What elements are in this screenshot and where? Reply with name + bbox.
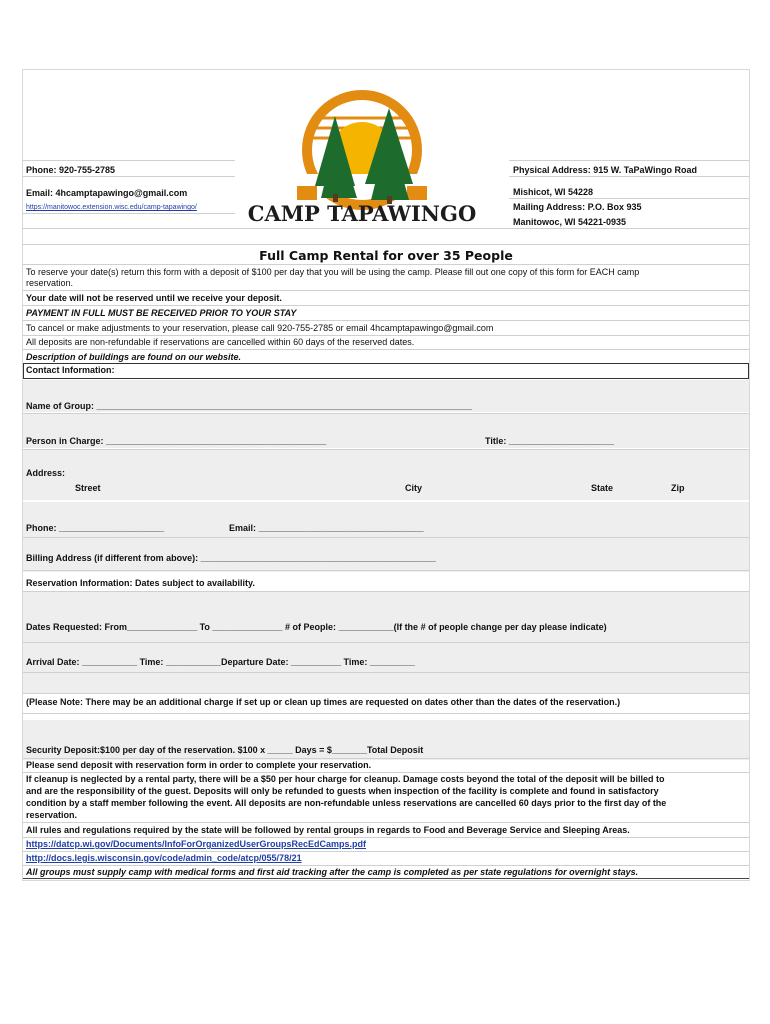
contact-info-label: Contact Information: bbox=[26, 365, 115, 375]
divider bbox=[23, 305, 749, 306]
medical-text: All groups must supply camp with medical forms and first aid tracking after the camp is completed as per state regulations for overnight stays. bbox=[26, 867, 639, 877]
person-in-charge-field[interactable]: Person in Charge: ____________________________________________ bbox=[26, 436, 327, 446]
divider bbox=[23, 244, 749, 245]
divider bbox=[23, 228, 749, 229]
divider bbox=[23, 264, 749, 265]
form-sheet bbox=[22, 69, 750, 881]
title-field[interactable]: Title: _____________________ bbox=[485, 436, 614, 446]
email-field[interactable]: Email: _________________________________ bbox=[229, 523, 424, 533]
divider bbox=[23, 570, 749, 571]
bottom-rule bbox=[23, 878, 749, 879]
datcp-link[interactable]: https://datcp.wi.gov/Documents/InfoForOrganizedUserGroupsRecEdCamps.pdf bbox=[26, 839, 367, 849]
phone-field[interactable]: Phone: _____________________ bbox=[26, 523, 165, 533]
arrival-departure-field[interactable]: Arrival Date: ___________ Time: ___________Departure Date: __________ Time: _________ bbox=[26, 657, 415, 667]
billing-address-field[interactable]: Billing Address (if different from above): _______________________________________________ bbox=[26, 553, 436, 563]
divider bbox=[23, 320, 749, 321]
divider bbox=[23, 213, 235, 214]
not-reserved-text: Your date will not be reserved until we receive your deposit. bbox=[26, 293, 282, 303]
website-link[interactable]: https://manitowoc.extension.wisc.edu/camp-tapawingo/ bbox=[26, 204, 197, 211]
form-band bbox=[23, 592, 749, 642]
description-text: Description of buildings are found on our website. bbox=[26, 352, 242, 362]
security-deposit-text: Security Deposit:$100 per day of the reservation. $100 x _____ Days = $_______Total Deposit bbox=[26, 745, 424, 755]
intro-line1: To reserve your date(s) return this form with a deposit of $100 per day that you will be using the camp. Please fill out one copy of this form for EACH camp bbox=[26, 267, 640, 277]
cleanup-line3: condition by a staff member following the event. All deposits are non-refundable unless reservations are cancelled 60 days prior to the first day of the bbox=[26, 798, 667, 808]
cleanup-line4: reservation. bbox=[26, 810, 78, 820]
divider bbox=[23, 335, 749, 336]
dates-requested-field[interactable]: Dates Requested: From______________ To ______________ # of People: ___________(If the # of people change per day please indicate) bbox=[26, 622, 607, 632]
rules-text: All rules and regulations required by the state will be followed by rental groups in regards to Food and Beverage Service and Sleeping Areas. bbox=[26, 825, 630, 835]
divider bbox=[509, 160, 749, 161]
divider bbox=[23, 822, 749, 823]
cleanup-line2: and are the responsibility of the guest. Deposits will only be refunded to guests when inspection of the facility is complete and found in satisfactory bbox=[26, 786, 659, 796]
phone-text: Phone: 920-755-2785 bbox=[26, 165, 116, 175]
divider bbox=[23, 865, 749, 866]
divider bbox=[23, 851, 749, 852]
page-title: Full Camp Rental for over 35 People bbox=[259, 248, 513, 263]
street-field[interactable]: Street bbox=[75, 483, 101, 493]
divider bbox=[23, 176, 235, 177]
nonrefundable-text: All deposits are non-refundable if reservations are cancelled within 60 days of the reserved dates. bbox=[26, 337, 415, 347]
divider bbox=[509, 198, 749, 199]
address-label: Address: bbox=[26, 468, 66, 478]
divider bbox=[23, 713, 749, 714]
state-field[interactable]: State bbox=[591, 483, 614, 493]
divider bbox=[23, 349, 749, 350]
divider bbox=[23, 693, 749, 694]
mailing-city-text: Manitowoc, WI 54221-0935 bbox=[513, 217, 627, 227]
legis-link[interactable]: http://docs.legis.wisconsin.gov/code/admin_code/atcp/055/78/21 bbox=[26, 853, 302, 863]
divider bbox=[23, 772, 749, 773]
physical-address-text: Physical Address: 915 W. TaPaWingo Road bbox=[513, 165, 697, 175]
camp-logo bbox=[237, 88, 487, 228]
cancel-text: To cancel or make adjustments to your reservation, please call 920-755-2785 or email 4hcamptapawingo@gmail.com bbox=[26, 323, 494, 333]
cleanup-line1: If cleanup is neglected by a rental party, there will be a $50 per hour charge for cleanup. Damage costs beyond the total of the deposit will be billed to bbox=[26, 774, 665, 784]
reservation-info-label: Reservation Information: Dates subject to availability. bbox=[26, 578, 255, 588]
divider bbox=[23, 160, 235, 161]
email-text: Email: 4hcamptapawingo@gmail.com bbox=[26, 188, 188, 198]
name-of-group-field[interactable]: Name of Group: ___________________________________________________________________________ bbox=[26, 401, 472, 411]
intro-line2: reservation. bbox=[26, 278, 74, 288]
contact-info-box bbox=[23, 363, 749, 379]
logo-text: CAMP TAPAWINGO bbox=[247, 201, 477, 226]
divider bbox=[509, 176, 749, 177]
form-band bbox=[23, 450, 749, 500]
divider bbox=[23, 758, 749, 759]
divider bbox=[23, 290, 749, 291]
send-deposit-text: Please send deposit with reservation form in order to complete your reservation. bbox=[26, 760, 372, 770]
city-line-text: Mishicot, WI 54228 bbox=[513, 187, 594, 197]
city-field[interactable]: City bbox=[405, 483, 423, 493]
divider bbox=[23, 837, 749, 838]
zip-field[interactable]: Zip bbox=[671, 483, 685, 493]
note-text: (Please Note: There may be an additional charge if set up or clean up times are requested on dates other than the dates of the reservation.) bbox=[26, 697, 621, 707]
form-band bbox=[23, 673, 749, 693]
mailing-address-text: Mailing Address: P.O. Box 935 bbox=[513, 202, 642, 212]
payment-text: PAYMENT IN FULL MUST BE RECEIVED PRIOR TO YOUR STAY bbox=[26, 308, 297, 318]
